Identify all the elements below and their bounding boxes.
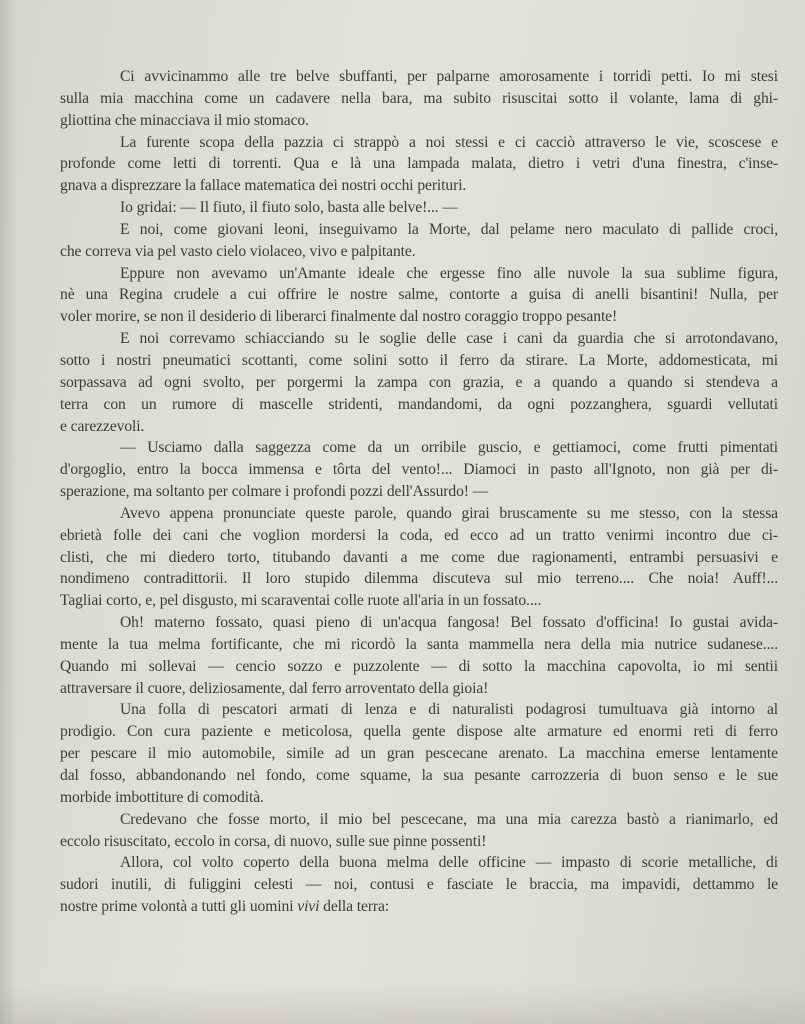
scan-shadow-left xyxy=(0,0,18,1024)
text-segment: nostre prime volontà a tutti gli uomini xyxy=(60,898,298,916)
text-line: sperazione, ma soltanto per colmare i profondi pozzi dell'Assurdo! — xyxy=(60,483,489,501)
text-line: prodigio. Con cura paziente e meticolosa, quella gente dispose alte armature ed enormi reti di ferro xyxy=(60,723,778,741)
text-line: Ci avvicinammo alle tre belve sbuffanti, per palparne amorosamente i torridi petti. Io mi stesi xyxy=(120,68,778,85)
text-line: nè una Regina crudele a cui offrire le nostre salme, contorte a guisa di anelli bisantini! Nulla, per xyxy=(60,286,778,304)
text-line: d'orgoglio, entro la bocca immensa e tôrta del vento!... Diamoci in pasto all'Ignoto, non già per di- xyxy=(60,461,778,479)
paragraph xyxy=(60,263,778,329)
text-line: voler morire, se non il desiderio di liberarci finalmente dal nostro coraggio troppo pesante! xyxy=(60,308,618,326)
text-line: gliottina che minacciava il mio stomaco. xyxy=(60,111,309,129)
text-line: Credevano che fosse morto, il mio bel pescecane, ma una mia carezza bastò a rianimarlo, ed xyxy=(120,810,778,828)
text-line: morbide imbottiture di comodità. xyxy=(60,788,264,806)
text-line: sudori inutili, di fuliggini celesti — noi, contusi e fasciate le braccia, ma impavidi, dettammo le xyxy=(60,876,778,894)
paragraph xyxy=(60,809,778,853)
text-line: gnava a disprezzare la fallace matematica dei nostri occhi perituri. xyxy=(60,177,467,195)
italic-word: vivi xyxy=(297,898,320,916)
paragraph xyxy=(60,699,778,808)
paragraph xyxy=(60,219,778,263)
text-line: sorpassava ad ogni svolto, per porgermi la zampa con grazia, e a quando a quando si stendeva a xyxy=(60,373,778,391)
text-line: E noi, come giovani leoni, inseguivamo la Morte, dal pelame nero maculato di pallide croci, xyxy=(120,220,778,238)
paragraph xyxy=(60,503,778,612)
text-segment: della terra: xyxy=(319,898,390,916)
text-line: ebrietà folle dei cani che voglion mordersi la coda, ed ecco ad un tratto venirmi incontro due ci- xyxy=(60,526,778,544)
paragraph xyxy=(60,66,778,132)
text-line: attraversare il cuore, deliziosamente, dal ferro arroventato della gioia! xyxy=(60,679,489,697)
text-line xyxy=(60,896,778,918)
text-line: Tagliai corto, e, pel disgusto, mi scaraventai colle ruote all'aria in un fossato.... xyxy=(60,592,542,610)
text-line: Io gridai: — Il fiuto, il fiuto solo, basta alle belve!... — xyxy=(120,199,458,217)
text-line: sotto i nostri pneumatici scottanti, come solini sotto il ferro da stirare. La Morte, addomesticata, mi xyxy=(60,351,778,369)
text-line: che correva via pel vasto cielo violaceo, vivo e palpitante. xyxy=(60,242,416,260)
document-page xyxy=(60,66,778,918)
paragraph xyxy=(60,612,778,699)
paragraph xyxy=(60,132,778,198)
text-line: dal fosso, abbandonando nel fondo, come squame, la sua pesante carrozzeria di buon senso e le sue xyxy=(60,767,778,784)
paragraph xyxy=(60,437,778,503)
text-line: Allora, col volto coperto della buona melma delle officine — impasto di scorie metalliche, di xyxy=(120,854,778,872)
scan-shadow-bottom xyxy=(0,984,805,1024)
text-line: mente la tua melma fortificante, che mi ricordò la santa mammella nera della mia nutrice sudanese.... xyxy=(60,635,778,653)
text-line: sulla mia macchina come un cadavere nella bara, ma subito risuscitai sotto il volante, lama di ghi- xyxy=(60,89,778,107)
paragraph xyxy=(60,328,778,437)
text-line: Quando mi sollevai — cencio sozzo e puzzolente — di sotto la macchina capovolta, io mi sentii xyxy=(60,657,778,675)
text-line: E noi correvamo schiacciando su le soglie delle case i cani da guardia che si arrotondavano, xyxy=(120,330,778,348)
text-line: e carezzevoli. xyxy=(60,417,145,435)
text-line: clisti, che mi diedero torto, titubando davanti a me come due ragionamenti, entrambi persuasivi e xyxy=(60,548,778,566)
text-line: Oh! materno fossato, quasi pieno di un'acqua fangosa! Bel fossato d'officina! Io gustai avida- xyxy=(120,614,778,632)
text-line: Avevo appena pronunciate queste parole, quando girai bruscamente su me stesso, con la stessa xyxy=(120,504,778,522)
text-line: — Usciamo dalla saggezza come da un orribile guscio, e gettiamoci, come frutti pimentati xyxy=(120,439,778,457)
text-line: Una folla di pescatori armati di lenza e di naturalisti podagrosi tumultuava già intorno al xyxy=(120,701,778,719)
text-line: Eppure non avevamo un'Amante ideale che ergesse fino alle nuvole la sua sublime figura, xyxy=(120,264,778,282)
text-line: profonde come letti di torrenti. Qua e là una lampada malata, dietro i vetri d'una finestra, c'inse- xyxy=(60,155,778,173)
text-line: nondimeno contradittorii. Il loro stupido dilemma discuteva sul mio terreno.... Che noia! Auff!... xyxy=(60,570,778,588)
text-line: per pescare il mio automobile, simile ad un gran pescecane arenato. La macchina emerse lentamente xyxy=(60,745,778,763)
paragraph xyxy=(60,197,778,219)
text-line: terra con un rumore di mascelle stridenti, mandandomi, da ogni pozzanghera, sguardi vellutati xyxy=(60,395,778,413)
text-line: eccolo risuscitato, eccolo in corsa, di nuovo, sulle sue pinne possenti! xyxy=(60,832,487,850)
text-line: La furente scopa della pazzia ci strappò a noi stessi e ci cacciò attraverso le vie, scoscese e xyxy=(120,133,778,151)
paragraph xyxy=(60,852,778,918)
